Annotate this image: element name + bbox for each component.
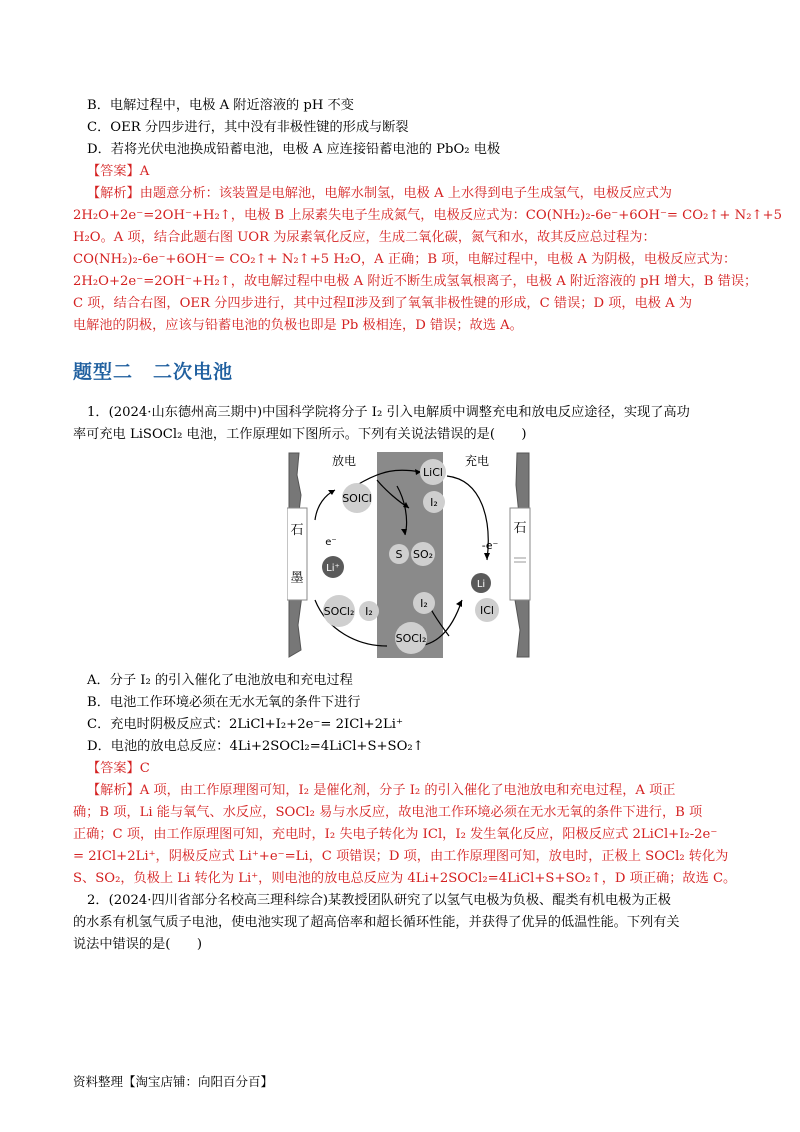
discharge-label: 放电: [331, 454, 357, 468]
analysis-line: 电解池的阴极，应该与铅蓄电池的负极也即是 Pb 极相连，D 错误；故选 A。: [73, 318, 523, 333]
answer-label: 【答案】A: [87, 164, 150, 179]
left-electrode-label-box: [287, 508, 307, 600]
q1-stem-line: 率可充电 LiSOCl₂ 电池，工作原理如下图所示。下列有关说法错误的是( ): [73, 427, 527, 442]
q1-analysis-line: 正确；C 项，由工作原理图可知，充电时，I₂ 失电子转化为 ICl，I₂ 发生氧化反应，阳极反应式 2LiCl+I₂-2e⁻: [73, 827, 718, 842]
socl2-label: SOCl₂: [323, 605, 355, 618]
q1-option-d: D．电池的放电总反应：4Li+2SOCl₂=4LiCl+S+SO₂↑: [87, 739, 424, 754]
q2-stem-line: 2．(2024·四川省部分名校高三理科综合)某教授团队研究了以氢气电极为负极、醌类有机电极为正极: [87, 893, 671, 908]
soicl-label: SOICl: [342, 492, 372, 505]
q1-option-a: A．分子 I₂ 的引入催化了电池放电和充电过程: [87, 673, 353, 688]
q2-stem-line: 说法中错误的是( ): [73, 937, 202, 952]
li-plus-label: Li⁺: [326, 563, 340, 574]
i2-label: I₂: [420, 597, 428, 610]
q1-analysis-line: 【解析】A 项，由工作原理图可知，I₂ 是催化剂，分子 I₂ 的引入催化了电池放电和充电过程，A 项正: [87, 783, 676, 798]
charge-label: 充电: [464, 454, 490, 468]
electron-right-label: -e⁻: [481, 539, 499, 552]
option-d: D．若将光伏电池换成铅蓄电池，电极 A 应连接铅蓄电池的 PbO₂ 电极: [87, 142, 501, 157]
q1-option-c: C．充电时阴极反应式：2LiCl+I₂+2e⁻= 2ICl+2Li⁺: [87, 717, 403, 732]
q1-option-b: B．电池工作环境必须在无水无氧的条件下进行: [87, 695, 361, 710]
q1-analysis-line: S、SO₂，负极上 Li 转化为 Li⁺，则电池的放电总反应为 4Li+2SOCl₂=4LiCl+S+SO₂↑，D 项正确；故选 C。: [73, 871, 737, 886]
analysis-line: C 项，结合右图，OER 分四步进行，其中过程Ⅱ涉及到了氧氧非极性键的形成，C 错误；D 项，电极 A 为: [73, 296, 693, 311]
battery-diagram: [287, 450, 531, 660]
socl2-label: SOCl₂: [395, 632, 427, 645]
left-electrode-label: 墨: [290, 571, 304, 586]
analysis-line: 2H₂O+2e⁻=2OH⁻+H₂↑，电极 B 上尿素失电子生成氮气，电极反应式为：CO(NH₂)₂-6e⁻+6OH⁻= CO₂↑+ N₂↑+5: [73, 208, 782, 223]
analysis-line: H₂O。A 项，结合此题右图 UOR 为尿素氧化反应，生成二氧化碳，氮气和水，故其反应总过程为：: [73, 230, 656, 245]
i2-label: I₂: [430, 496, 438, 509]
section-heading: [73, 357, 233, 384]
i2-label: I₂: [365, 605, 373, 618]
q1-stem-line: 1．(2024·山东德州高三期中)中国科学院将分子 I₂ 引入电解质中调整充电和放电反应途径，实现了高功: [87, 405, 690, 420]
option-c: C．OER 分四步进行，其中没有非极性键的形成与断裂: [87, 120, 409, 135]
electron-left-label: e⁻: [325, 537, 337, 548]
analysis-line: 【解析】由题意分析：该装置是电解池，电解水制氢，电极 A 上水得到电子生成氢气，电极反应式为: [87, 186, 672, 201]
licl-label: LiCl: [423, 466, 443, 479]
s-label: S: [395, 548, 403, 561]
analysis-line: 2H₂O+2e⁻=2OH⁻+H₂↑，故电解过程中电极 A 附近不断生成氢氧根离子，电极 A 附近溶液的 pH 增大，B 错误；: [73, 274, 758, 289]
icl-label: ICl: [480, 604, 494, 617]
right-electrode-label: 石: [513, 521, 527, 536]
left-electrode-label: 石: [290, 523, 304, 538]
arrowhead: [484, 553, 490, 560]
arrowhead: [456, 600, 462, 607]
so2-label: SO₂: [412, 548, 434, 561]
section-title: 二次电池: [153, 361, 234, 383]
li-label: Li: [476, 579, 486, 590]
q2-stem-line: 的水系有机氢气质子电池，使电池实现了超高倍率和超长循环性能，并获得了优异的低温性能。下列有关: [73, 915, 680, 930]
analysis-line: CO(NH₂)₂-6e⁻+6OH⁻= CO₂↑+ N₂↑+5 H₂O，A 正确；B 项，电解过程中，电极 A 为阴极，电极反应式为：: [73, 252, 737, 267]
q1-analysis-line: = 2ICl+2Li⁺，阴极反应式 Li⁺+e⁻=Li，C 项错误；D 项，由工作原理图可知，放电时，正极上 SOCl₂ 转化为: [73, 849, 729, 864]
footer-source: 资料整理【淘宝店铺：向阳百分百】: [73, 1074, 274, 1089]
q1-answer-label: 【答案】C: [87, 761, 150, 776]
option-b: B．电解过程中，电极 A 附近溶液的 pH 不变: [87, 98, 354, 113]
q1-analysis-line: 确；B 项，Li 能与氧气、水反应，SOCl₂ 易与水反应，故电池工作环境必须在无水无氧的条件下进行，B 项: [73, 805, 703, 820]
section-label: 题型二: [73, 361, 134, 383]
